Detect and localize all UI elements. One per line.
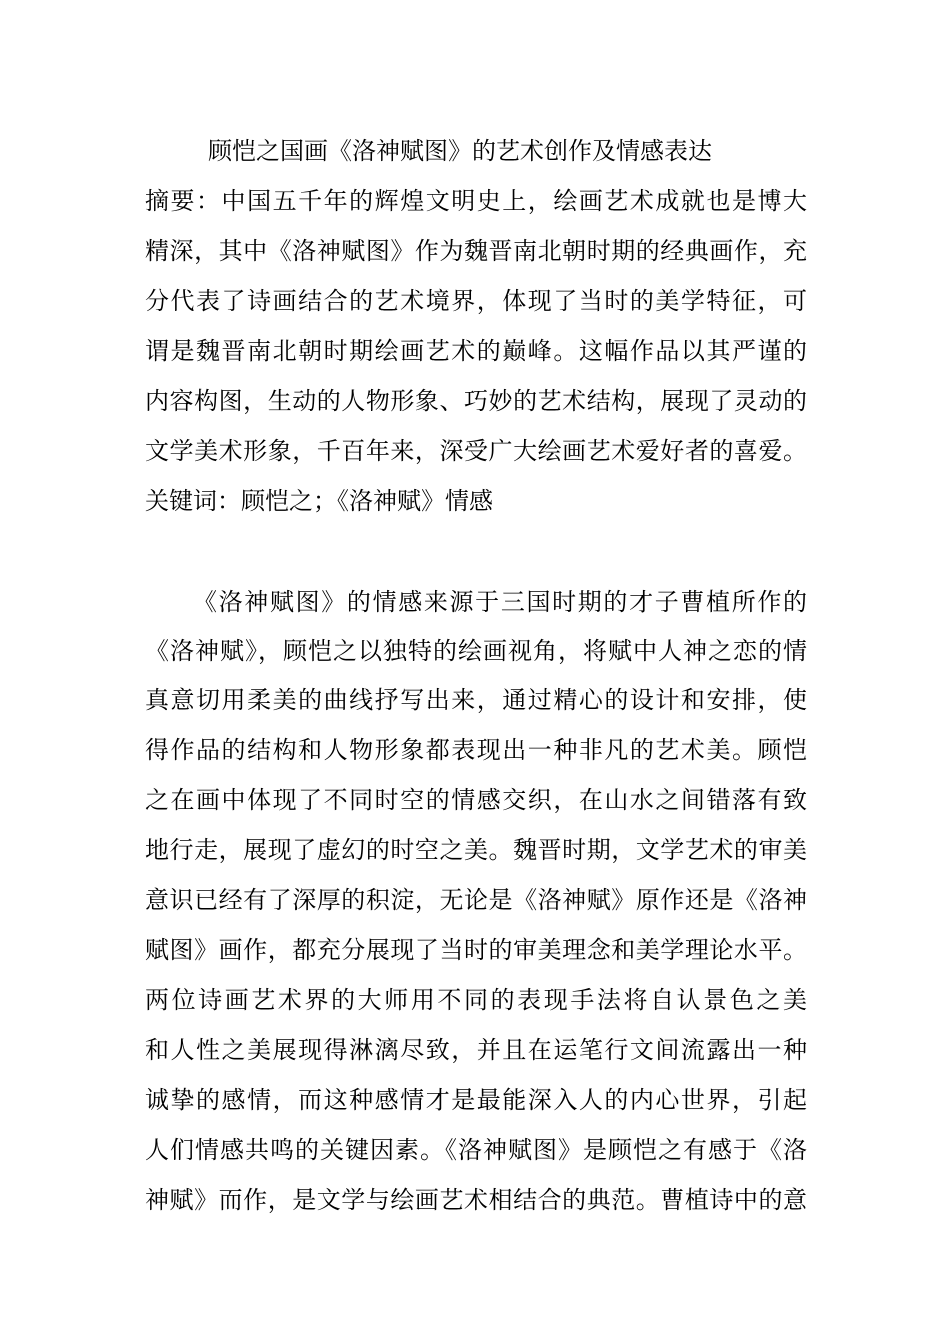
body-line: 诚挚的感情，而这种感情才是最能深入人的内心世界，引起 (145, 1086, 807, 1114)
abstract-line: 文学美术形象，千百年来，深受广大绘画艺术爱好者的喜爱。 (145, 437, 807, 465)
body-line: 神赋》而作，是文学与绘画艺术相结合的典范。曹植诗中的意 (145, 1186, 807, 1214)
body-line: 赋图》画作，都充分展现了当时的审美理念和美学理论水平。 (145, 936, 807, 964)
body-line: 地行走，展现了虚幻的时空之美。魏晋时期，文学艺术的审美 (145, 836, 807, 864)
abstract-line: 内容构图，生动的人物形象、巧妙的艺术结构，展现了灵动的 (145, 387, 807, 415)
abstract-line: 摘要：中国五千年的辉煌文明史上，绘画艺术成就也是博大 (145, 187, 807, 215)
document-title: 顾恺之国画《洛神赋图》的艺术创作及情感表达 (208, 137, 712, 165)
body-line: 意识已经有了深厚的积淀，无论是《洛神赋》原作还是《洛神 (145, 886, 807, 914)
body-line: 之在画中体现了不同时空的情感交织，在山水之间错落有致 (145, 786, 807, 814)
body-line: 和人性之美展现得淋漓尽致，并且在运笔行文间流露出一种 (145, 1036, 807, 1064)
abstract-line: 精深，其中《洛神赋图》作为魏晋南北朝时期的经典画作，充 (145, 237, 807, 265)
keywords: 关键词：顾恺之；《洛神赋》情感 (145, 487, 493, 515)
body-line: 《洛神赋图》的情感来源于三国时期的才子曹植所作的 (193, 588, 807, 616)
body-line: 人们情感共鸣的关键因素。《洛神赋图》是顾恺之有感于《洛 (145, 1136, 807, 1164)
abstract-line: 谓是魏晋南北朝时期绘画艺术的巅峰。这幅作品以其严谨的 (145, 337, 807, 365)
abstract-line: 分代表了诗画结合的艺术境界，体现了当时的美学特征，可 (145, 287, 807, 315)
body-line: 得作品的结构和人物形象都表现出一种非凡的艺术美。顾恺 (145, 736, 807, 764)
body-line: 《洛神赋》，顾恺之以独特的绘画视角，将赋中人神之恋的情 (145, 637, 807, 665)
body-line: 真意切用柔美的曲线抒写出来，通过精心的设计和安排，使 (145, 686, 807, 714)
body-line: 两位诗画艺术界的大师用不同的表现手法将自认景色之美 (145, 986, 807, 1014)
